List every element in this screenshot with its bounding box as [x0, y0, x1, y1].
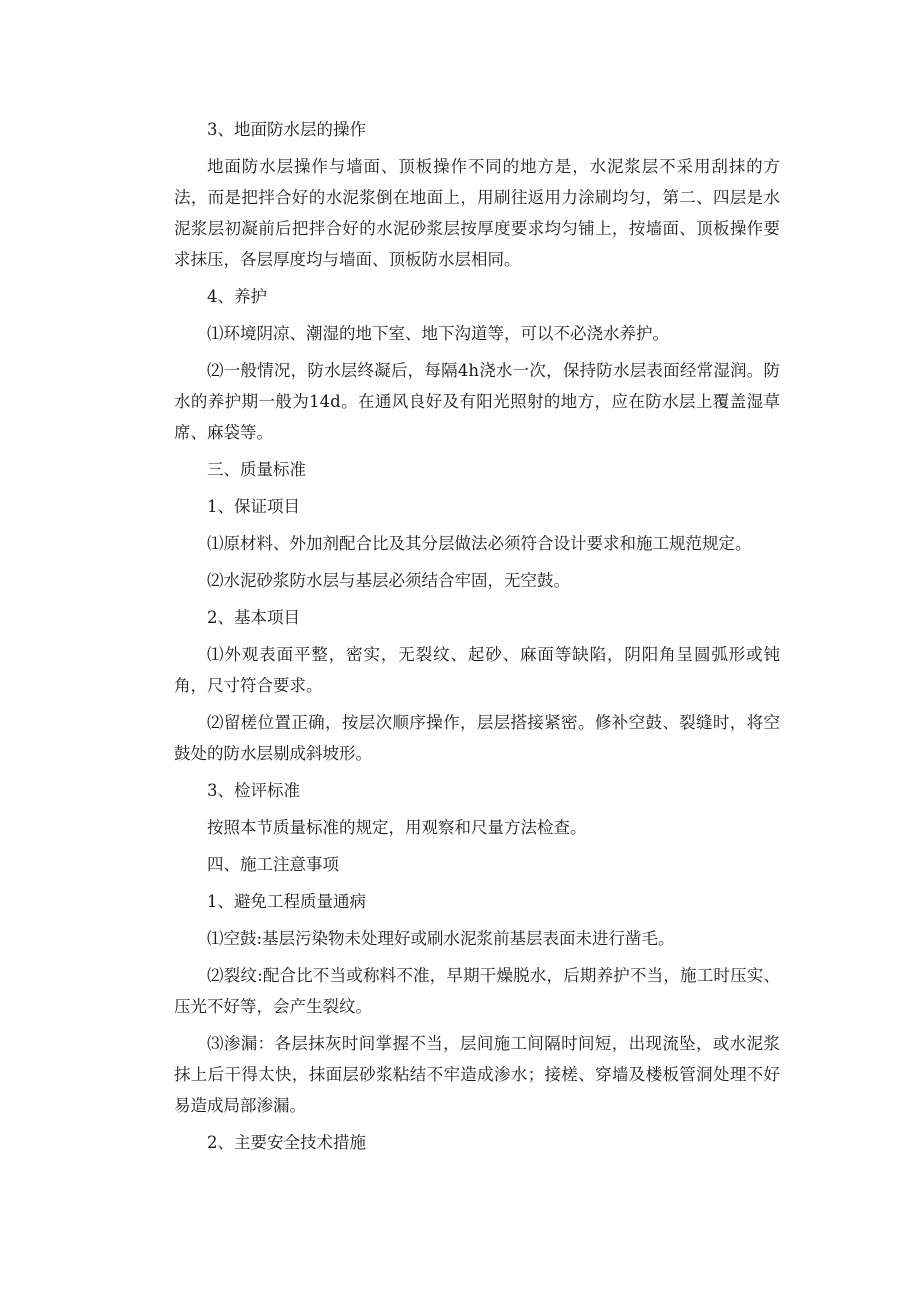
body-paragraph: ⑴原材料、外加剂配合比及其分层做法必须符合设计要求和施工规范规定。: [207, 534, 752, 553]
body-paragraph: ⑴外观表面平整，密实，无裂纹、起砂、麻面等缺陷，阴阳角呈圆弧形或钝角，尺寸符合要求。: [174, 645, 780, 695]
section-heading: 三、质量标准: [207, 460, 306, 479]
body-paragraph: ⑶渗漏：各层抹灰时间掌握不当，层间施工间隔时间短，出现流坠，或水泥浆抹上后干得太快，抹面层砂浆粘结不牢造成渗水；接槎、穿墙及楼板管洞处理不好易造成局部渗漏。: [174, 1034, 780, 1115]
body-paragraph: 按照本节质量标准的规定，用观察和尺量方法检查。: [207, 818, 587, 837]
document-body: [174, 114, 780, 1164]
body-paragraph: ⑵水泥砂浆防水层与基层必须结合牢固，无空鼓。: [207, 571, 570, 590]
body-paragraph: ⑵留槎位置正确，按层次顺序操作，层层搭接紧密。修补空鼓、裂缝时，将空鼓处的防水层剔成斜坡形。: [174, 713, 780, 763]
section-heading: 4、养护: [207, 287, 267, 306]
body-paragraph: ⑵裂纹:配合比不当或称料不准，早期干燥脱水，后期养护不当，施工时压实、压光不好等，会产生裂纹。: [174, 966, 780, 1016]
section-heading: 3、检评标准: [207, 781, 300, 800]
body-paragraph: 地面防水层操作与墙面、顶板操作不同的地方是，水泥浆层不采用刮抹的方法，而是把拌合好的水泥浆倒在地面上，用刷往返用力涂刷均匀，第二、四层是水泥浆层初凝前后把拌合好的水泥砂浆层按厚度要求均匀铺上，按墙面、顶板操作要求抹压，各层厚度均与墙面、顶板防水层相同。: [174, 157, 780, 269]
section-heading: 2、基本项目: [207, 608, 300, 627]
section-heading: 1、保证项目: [207, 497, 300, 516]
body-paragraph: ⑵一般情况，防水层终凝后，每隔4h浇水一次，保持防水层表面经常湿润。防水的养护期一般为14d。在通风良好及有阳光照射的地方，应在防水层上覆盖湿草席、麻袋等。: [174, 361, 780, 442]
section-heading: 2、主要安全技术措施: [207, 1133, 366, 1152]
section-heading: 1、避免工程质量通病: [207, 892, 366, 911]
section-heading: 四、施工注意事项: [207, 855, 339, 874]
section-heading: 3、地面防水层的操作: [207, 120, 366, 139]
body-paragraph: ⑴环境阴凉、潮湿的地下室、地下沟道等，可以不必浇水养护。: [207, 324, 669, 343]
body-paragraph: ⑴空鼓:基层污染物未处理好或刷水泥浆前基层表面未进行凿毛。: [207, 929, 675, 948]
